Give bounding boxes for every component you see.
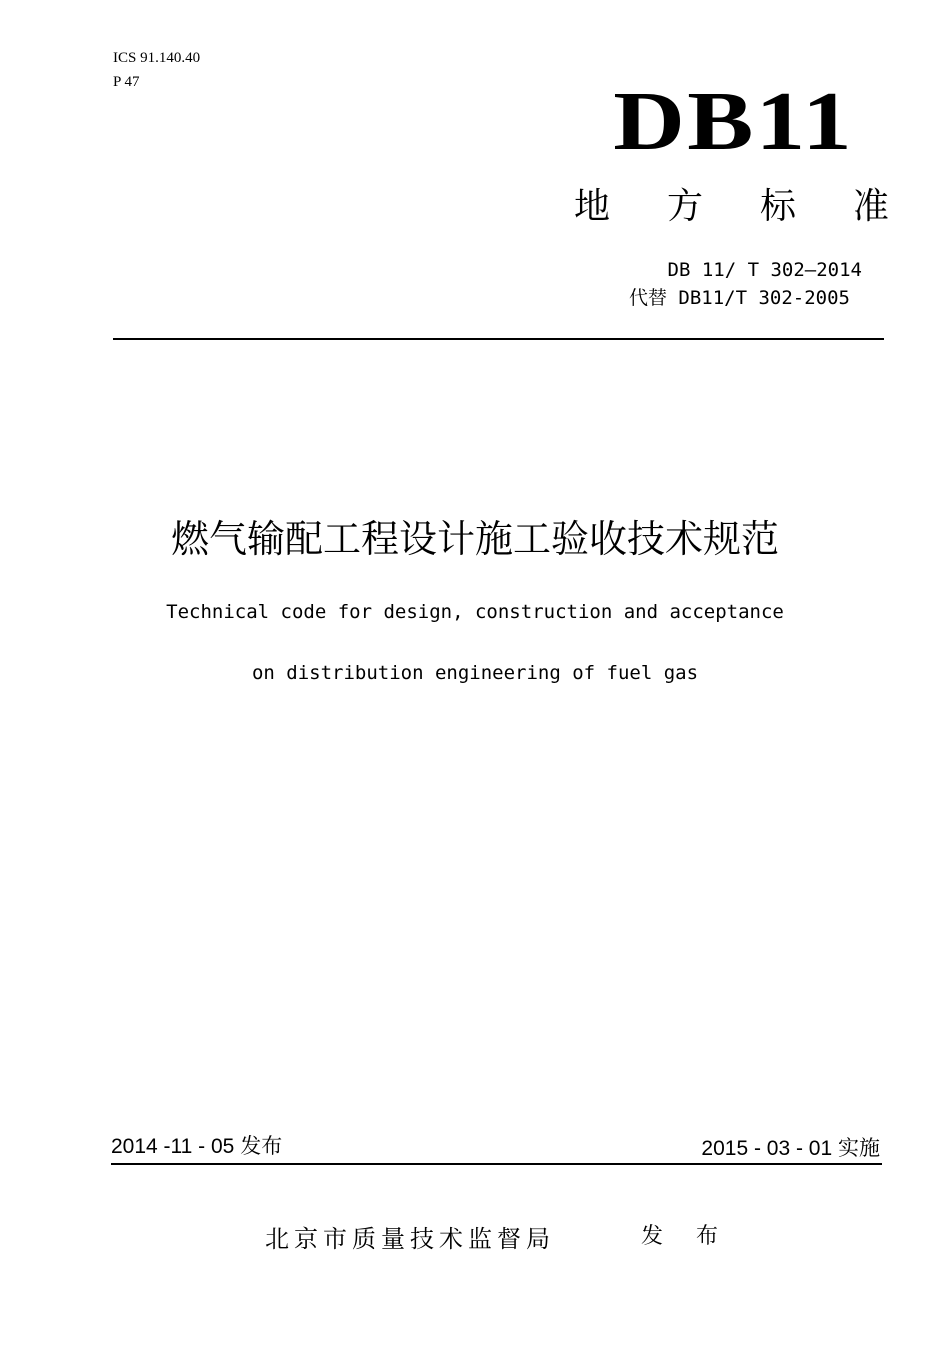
standard-type-char: 地 [574,186,611,227]
issue-label: 发 布 [641,1224,731,1249]
ics-code: ICS 91.140.40 [113,50,201,66]
classification-code: P 47 [113,74,140,90]
footer-divider [111,1163,882,1165]
header-divider [113,338,884,340]
standard-type-char: 方 [666,186,703,227]
standard-type-char: 准 [852,186,889,227]
document-title-chinese: 燃气输配工程设计施工验收技术规范 [170,517,779,561]
implementation-date: 2015 - 03 - 01 实施 [701,1137,880,1160]
standard-type-char: 标 [759,186,796,227]
standard-type-heading [574,185,889,229]
db11-logo: DB11 [613,75,854,168]
replaces-standard: 代替 DB11/T 302-2005 [628,287,850,309]
issuing-authority: 北京市质量技术监督局 [265,1225,555,1253]
issue-date: 2014 -11 - 05 发布 [111,1135,283,1158]
document-title-english-line-2: on distribution engineering of fuel gas [251,662,699,684]
document-title-english-line-1: Technical code for design, construction and acceptance [166,601,784,623]
standard-number: DB 11/ T 302—2014 [667,259,862,281]
